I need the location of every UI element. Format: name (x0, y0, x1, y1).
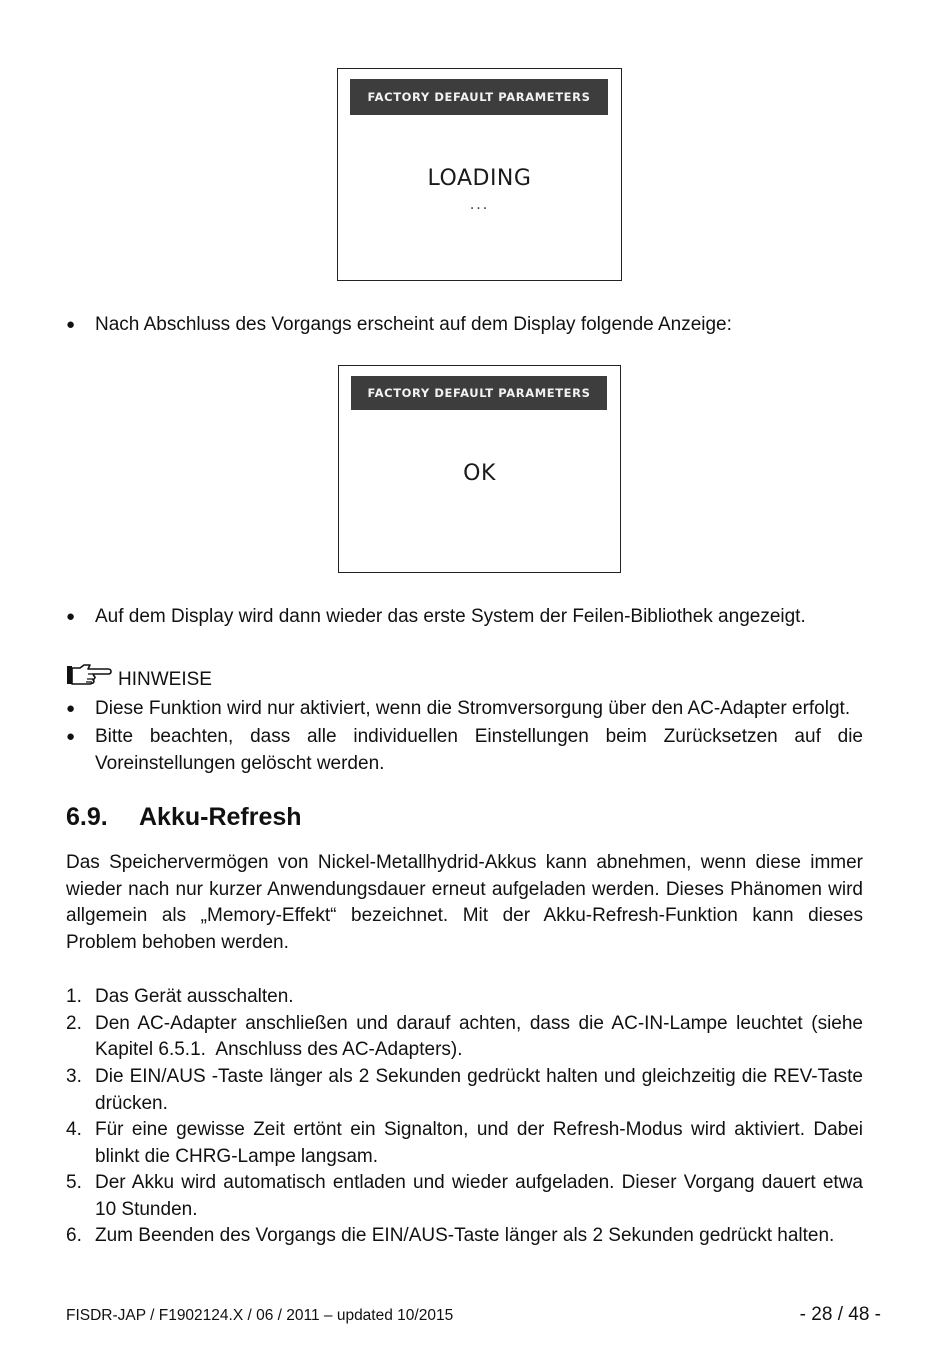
step-text: Den AC-Adapter anschließen und darauf achten, dass die AC-IN-Lampe leuchtet (siehe (95, 1013, 863, 1034)
paragraph-line: Problem behoben werden. (66, 932, 289, 953)
step-number: 6. (66, 1225, 82, 1246)
note-item: Diese Funktion wird nur aktiviert, wenn die Stromversorgung über den AC-Adapter erfolgt. (95, 698, 851, 719)
bullet-icon: ● (66, 700, 76, 717)
step-text-continued: Kapitel 6.5.1. Anschluss des AC-Adapters). (95, 1039, 463, 1060)
bullet-text: Nach Abschluss des Vorgangs erscheint auf dem Display folgende Anzeige: (95, 314, 732, 335)
note-item-continued: Voreinstellungen gelöscht werden. (95, 753, 385, 774)
step-number: 3. (66, 1066, 82, 1087)
section-heading (66, 803, 302, 832)
paragraph-line: allgemein als „Memory-Effekt“ bezeichnet. Mit der Akku-Refresh-Funktion kann dieses (66, 905, 863, 926)
paragraph-line: Das Speichervermögen von Nickel-Metallhydrid-Akkus kann abnehmen, wenn diese immer (66, 852, 863, 873)
screen-message: LOADING (427, 166, 532, 191)
step-number: 4. (66, 1119, 82, 1140)
footer-document-id: FISDR-JAP / F1902124.X / 06 / 2011 – updated 10/2015 (66, 1307, 454, 1324)
step-text: Für eine gewisse Zeit ertönt ein Signalton, und der Refresh-Modus wird aktiviert. Dabei (95, 1119, 863, 1140)
pointing-hand-icon (66, 663, 112, 687)
section-title: Akku-Refresh (139, 803, 302, 831)
bullet-icon: ● (66, 608, 76, 625)
display-screen-loading (337, 68, 622, 281)
step-text: Das Gerät ausschalten. (95, 986, 294, 1007)
paragraph-line: wieder nach nur kurzer Anwendungsdauer erneut aufgeladen werden. Dieses Phänomen wird (66, 879, 863, 900)
screen-message: OK (463, 461, 496, 486)
step-number: 5. (66, 1172, 82, 1193)
screen-header: FACTORY DEFAULT PARAMETERS (351, 376, 607, 410)
step-text: Der Akku wird automatisch entladen und wieder aufgeladen. Dieser Vorgang dauert etwa (95, 1172, 863, 1193)
note-item: Bitte beachten, dass alle individuellen Einstellungen beim Zurücksetzen auf die (95, 726, 863, 747)
step-text-continued: blinkt die CHRG-Lampe langsam. (95, 1146, 379, 1167)
screen-header: FACTORY DEFAULT PARAMETERS (350, 79, 608, 115)
step-text: Zum Beenden des Vorgangs die EIN/AUS-Taste länger als 2 Sekunden gedrückt halten. (95, 1225, 835, 1246)
step-text: Die EIN/AUS -Taste länger als 2 Sekunden gedrückt halten und gleichzeitig die REV-Taste (95, 1066, 863, 1087)
step-text-continued: drücken. (95, 1093, 168, 1114)
display-screen-ok (338, 365, 621, 573)
step-text-continued: 10 Stunden. (95, 1199, 198, 1220)
footer-page-number: - 28 / 48 - (799, 1304, 881, 1325)
step-number: 1. (66, 986, 82, 1007)
bullet-icon: ● (66, 316, 76, 333)
screen-dots: ... (469, 197, 490, 213)
bullet-icon: ● (66, 728, 76, 745)
step-number: 2. (66, 1013, 82, 1034)
notes-title: HINWEISE (118, 669, 212, 690)
bullet-text: Auf dem Display wird dann wieder das erste System der Feilen-Bibliothek angezeigt. (95, 606, 806, 627)
section-number: 6.9. (66, 803, 108, 831)
